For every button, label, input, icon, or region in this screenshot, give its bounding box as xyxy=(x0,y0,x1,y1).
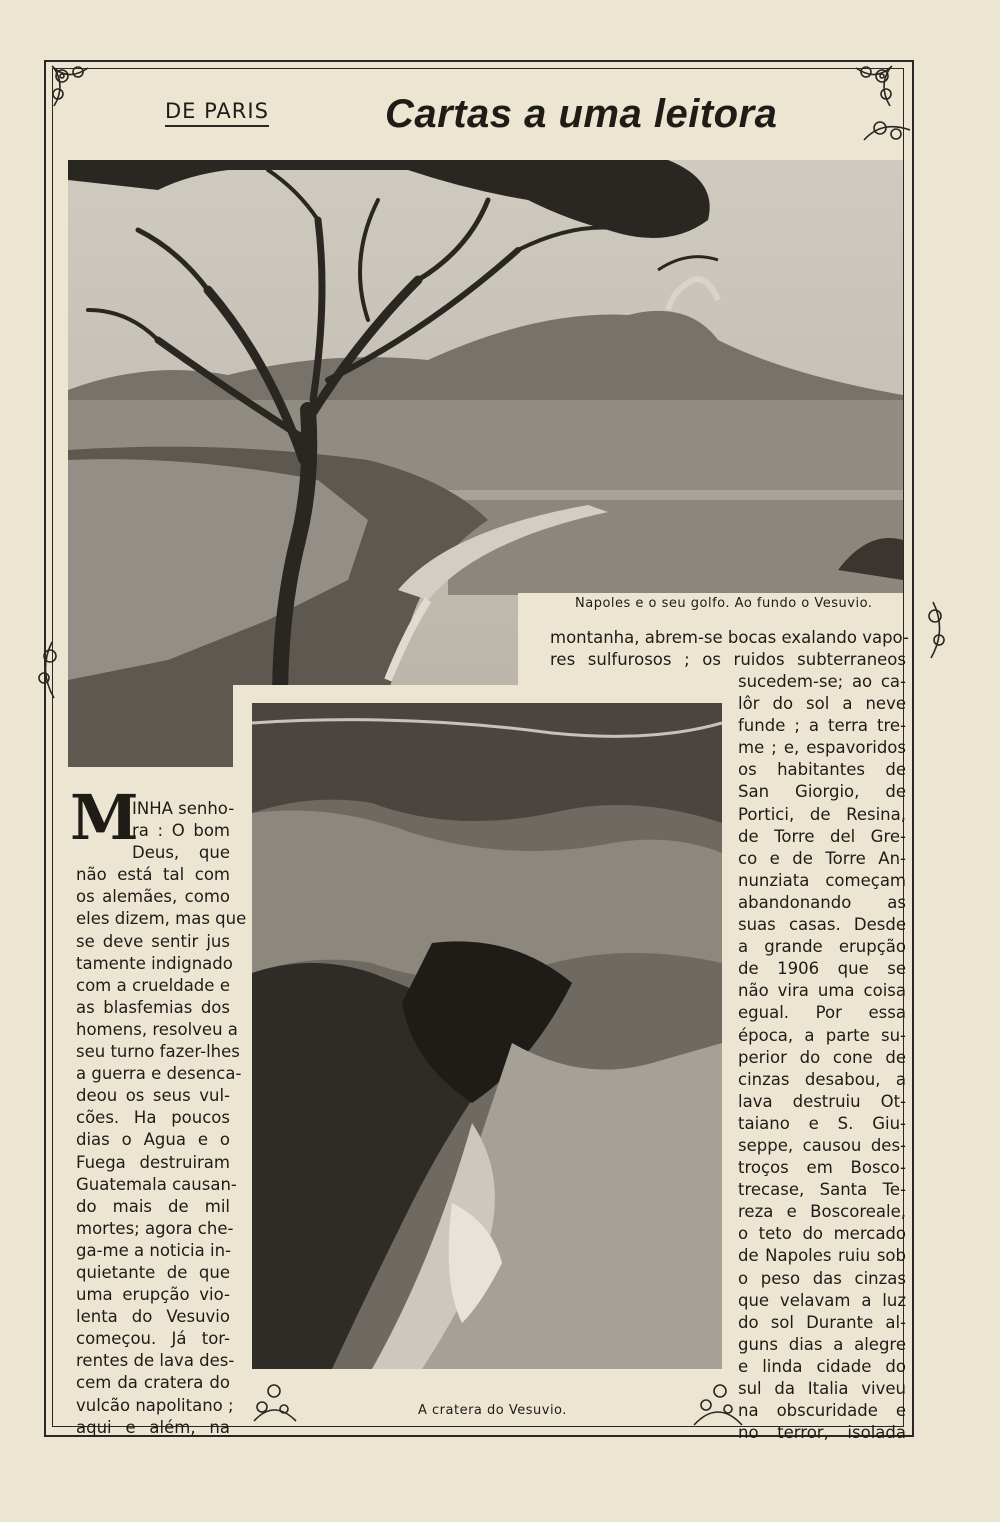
section-label: DE PARIS xyxy=(165,100,269,127)
text-line: me ; e, espavoridos xyxy=(738,738,906,758)
text-line: trecase, Santa Te- xyxy=(738,1180,906,1200)
floral-ornament-icon xyxy=(48,62,102,116)
floral-ornament-icon xyxy=(842,62,896,116)
text-line: o peso das cinzas xyxy=(738,1268,906,1288)
text-line: de 1906 que se xyxy=(738,959,906,979)
text-line: e linda cidade do xyxy=(738,1356,906,1376)
text-line: San Giorgio, de xyxy=(738,782,906,802)
text-line: na obscuridade e xyxy=(738,1401,906,1421)
text-line: com a crueldade e xyxy=(76,975,230,995)
text-line: sul da Italia viveu xyxy=(738,1379,906,1398)
text-line: aqui e além, na xyxy=(76,1417,230,1437)
floral-ornament-icon xyxy=(915,600,955,660)
text-line: guns dias a alegre xyxy=(738,1334,906,1354)
page-title: Cartas a uma leitora xyxy=(385,92,778,136)
text-line: perior do cone de xyxy=(738,1047,906,1067)
text-line: Fuega destruiram xyxy=(76,1152,230,1172)
crater-photo xyxy=(252,703,722,1369)
text-line: começou. Já tor- xyxy=(76,1329,230,1349)
text-line: ga-me a noticia in- xyxy=(76,1240,231,1260)
text-line: do sol Durante al- xyxy=(738,1312,906,1332)
text-line: cões. Ha poucos xyxy=(76,1108,230,1128)
text-line: não vira uma coisa xyxy=(738,981,906,1001)
right-text-column xyxy=(738,671,906,1444)
text-line: troços em Bosco- xyxy=(738,1158,906,1178)
text-line: rentes de lava des- xyxy=(76,1351,235,1371)
right-text-wide xyxy=(550,627,909,671)
text-line: funde ; a terra tre- xyxy=(738,716,906,736)
floral-ornament-icon xyxy=(862,110,912,150)
text-line: cinzas desabou, a xyxy=(738,1069,906,1089)
text-line: nunziata começam xyxy=(738,870,906,890)
crater-photo-caption: A cratera do Vesuvio. xyxy=(418,1403,567,1418)
text-line: quietante de que xyxy=(76,1262,230,1282)
text-line: que velavam a luz xyxy=(738,1290,906,1310)
text-line: mortes; agora che- xyxy=(76,1218,234,1238)
text-line: homens, resolveu a xyxy=(76,1019,238,1039)
text-line: de Napoles ruiu sob xyxy=(738,1246,906,1266)
text-line: não está tal com xyxy=(76,865,230,885)
text-line: res sulfurosos ; os ruidos subterraneos xyxy=(550,650,906,670)
floral-ornament-icon xyxy=(30,640,70,700)
text-line: Guatemala causan- xyxy=(76,1174,237,1194)
text-line: dias o Agua e o xyxy=(76,1130,230,1150)
text-line: montanha, abrem-se bocas exalando vapo- xyxy=(550,628,909,647)
text-line: seppe, causou des- xyxy=(738,1135,906,1155)
text-line: uma erupção vio- xyxy=(76,1285,230,1305)
text-line: cem da cratera do xyxy=(76,1373,230,1393)
text-line: as blasfemias dos xyxy=(76,997,230,1017)
text-line: seu turno fazer-lhes xyxy=(76,1042,240,1062)
floral-ornament-icon xyxy=(690,1375,745,1430)
text-line: INHA senho- xyxy=(132,799,235,818)
text-line: a grande erupção xyxy=(738,937,906,957)
text-line: abandonando as xyxy=(738,892,906,912)
floral-ornament-icon xyxy=(250,1375,300,1425)
text-line: época, a parte su- xyxy=(738,1025,906,1045)
text-line: tamente indignado xyxy=(76,953,233,973)
text-line: lenta do Vesuvio xyxy=(76,1307,230,1327)
drop-cap: M xyxy=(70,781,139,854)
text-line: Deus, que xyxy=(132,843,230,863)
text-line: co e de Torre An- xyxy=(738,848,906,868)
text-line: eles dizem, mas que xyxy=(76,909,247,929)
text-line: no terror, isolada xyxy=(738,1423,906,1443)
text-line: suas casas. Desde xyxy=(738,915,906,935)
text-line: lôr do sol a neve xyxy=(738,694,906,714)
naples-photo-caption: Napoles e o seu golfo. Ao fundo o Vesuvio. xyxy=(575,596,873,611)
text-line: taiano e S. Giu- xyxy=(738,1113,906,1133)
text-line: do mais de mil xyxy=(76,1196,230,1216)
text-line: sucedem-se; ao ca- xyxy=(738,672,906,691)
text-line: o teto do mercado xyxy=(738,1224,906,1244)
text-line: lava destruiu Ot- xyxy=(738,1091,906,1111)
left-text-column xyxy=(76,798,247,1439)
text-line: deou os seus vul- xyxy=(76,1086,230,1106)
text-line: de Torre del Gre- xyxy=(738,826,906,846)
text-line: se deve sentir jus xyxy=(76,931,230,951)
text-line: os habitantes de xyxy=(738,760,906,780)
text-line: reza e Boscoreale, xyxy=(738,1202,906,1222)
text-line: egual. Por essa xyxy=(738,1003,906,1023)
text-line: a guerra e desenca- xyxy=(76,1064,242,1084)
text-line: vulcão napolitano ; xyxy=(76,1395,234,1415)
text-line: Portici, de Resina, xyxy=(738,804,906,824)
text-line: os alemães, como xyxy=(76,887,230,907)
text-line: ra : O bom xyxy=(132,821,230,841)
